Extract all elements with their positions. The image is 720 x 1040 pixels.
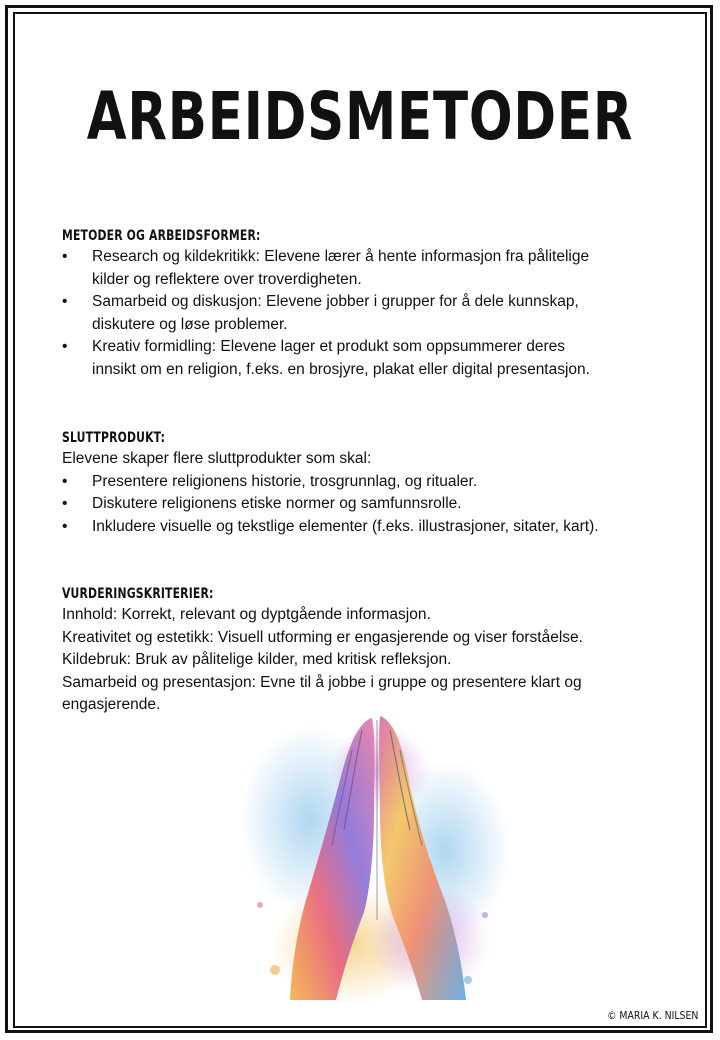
section-metoder — [62, 228, 662, 381]
methods-list — [62, 246, 662, 381]
criteria-line: engasjerende. — [62, 696, 161, 713]
list-item-line: Diskutere religionens etiske normer og samfunnsrolle. — [92, 495, 462, 512]
praying-hands-watercolor-icon — [240, 700, 510, 1020]
bullet: • — [62, 495, 68, 512]
list-item-line: kilder og reflektere over troverdigheten. — [92, 270, 362, 288]
list-item — [62, 246, 662, 291]
section-intro: Elevene skaper flere sluttprodukter som skal: — [62, 450, 372, 467]
criteria-line: Kreativitet og estetikk: Visuell utforming er engasjerende og viser forståelse. — [62, 628, 583, 646]
copyright-text: © MARIA K. NILSEN — [606, 1009, 698, 1022]
list-item — [62, 291, 662, 336]
list-item-line: Kreativ formidling: Elevene lager et produkt som oppsummerer deres — [92, 338, 565, 355]
section-vurdering — [62, 586, 662, 717]
bullet: • — [62, 338, 68, 355]
bullet: • — [62, 517, 68, 535]
list-item-line: Inkludere visuelle og tekstlige elementer (f.eks. illustrasjoner, sitater, kart). — [92, 517, 599, 535]
bullet: • — [62, 472, 68, 490]
list-item — [62, 471, 662, 494]
criteria-line: Innhold: Korrekt, relevant og dyptgående informasjon. — [62, 606, 431, 623]
list-item-line: Samarbeid og diskusjon: Elevene jobber i grupper for å dele kunnskap, — [92, 293, 579, 310]
list-item-line: Presentere religionens historie, trosgrunnlag, og ritualer. — [92, 472, 478, 490]
page-title: ARBEIDSMETODER — [86, 78, 634, 155]
criteria-line: Samarbeid og presentasjon: Evne til å jobbe i gruppe og presentere klart og — [62, 673, 582, 691]
list-item — [62, 493, 662, 516]
product-list — [62, 471, 662, 539]
section-heading: VURDERINGSKRITERIER: — [62, 586, 214, 602]
section-heading: SLUTTPRODUKT: — [62, 430, 166, 446]
bullet: • — [62, 293, 68, 310]
list-item — [62, 336, 662, 381]
list-item — [62, 516, 662, 539]
list-item-line: Research og kildekritikk: Elevene lærer å hente informasjon fra pålitelige — [92, 248, 590, 265]
section-heading: METODER OG ARBEIDSFORMER: — [62, 228, 261, 244]
list-item-line: diskutere og løse problemer. — [92, 315, 288, 333]
criteria-line: Kildebruk: Bruk av pålitelige kilder, med kritisk refleksjon. — [62, 651, 452, 668]
section-sluttprodukt — [62, 430, 662, 538]
list-item-line: innsikt om en religion, f.eks. en brosjyre, plakat eller digital presentasjon. — [92, 360, 590, 378]
bullet: • — [62, 248, 68, 265]
